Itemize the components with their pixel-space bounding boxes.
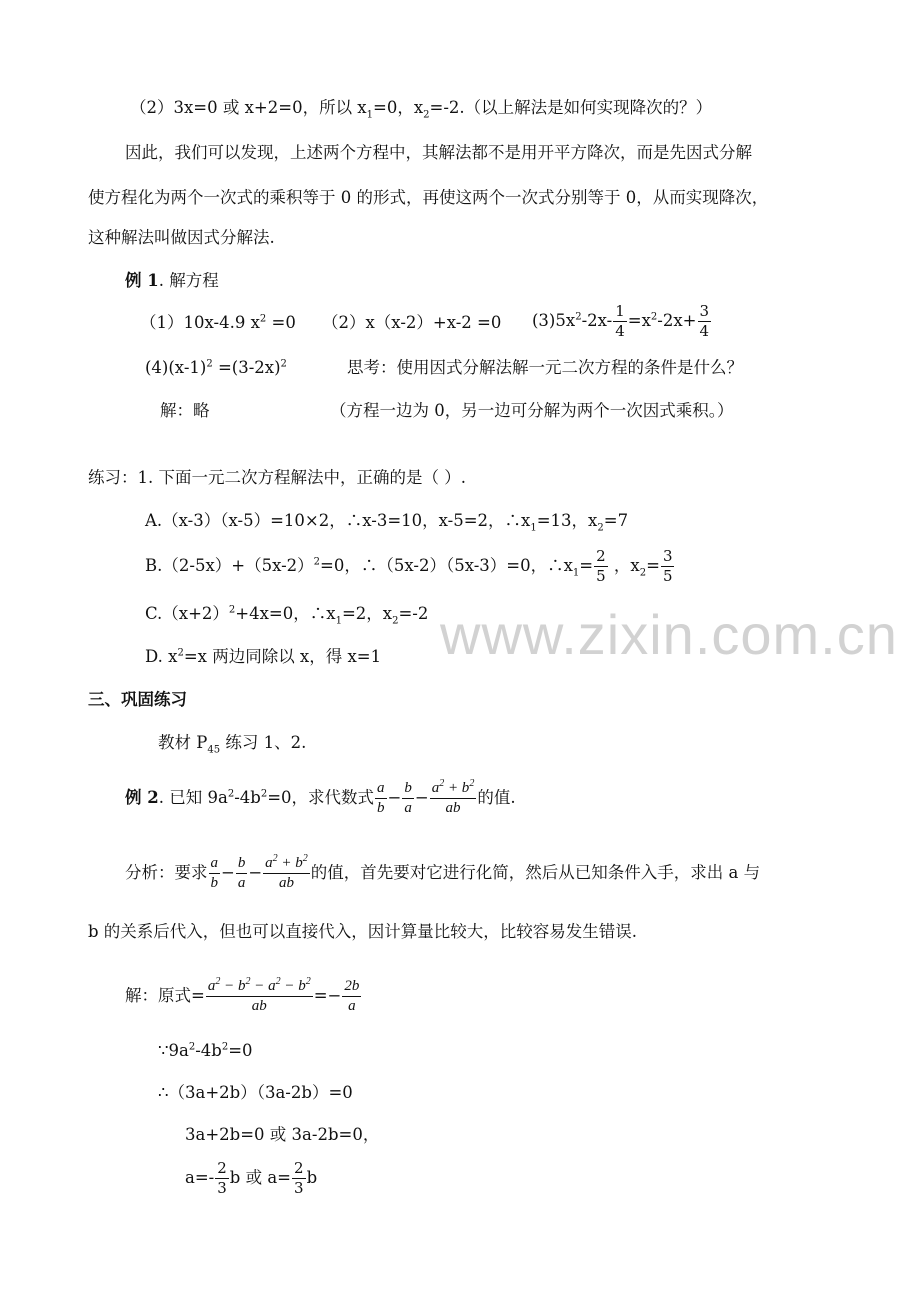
fraction-a-over-b xyxy=(209,856,221,891)
text: + b xyxy=(444,780,470,796)
paragraph-line: 因此，我们可以发现，上述两个方程中，其解法都不是用开平方降次，而是先因式分解 xyxy=(125,143,752,162)
numerator xyxy=(430,778,477,799)
text: 的值. xyxy=(477,788,516,807)
paragraph-solution-2 xyxy=(130,97,712,119)
subscript: 2 xyxy=(423,109,430,121)
option-c xyxy=(145,603,428,625)
fraction xyxy=(698,304,712,339)
step-line: 3a+2b=0 或 3a-2b=0， xyxy=(185,1125,380,1144)
text: =0，x xyxy=(373,98,424,117)
superscript: 2 xyxy=(575,311,582,323)
text: a xyxy=(265,855,273,871)
superscript: 2 xyxy=(305,976,311,987)
text: =x 两边同除以 x，得 x=1 xyxy=(183,647,382,666)
equals-sign: = xyxy=(313,986,328,1005)
equation-4 xyxy=(145,357,287,379)
superscript: 2 xyxy=(221,1041,229,1053)
text: C.（x+2） xyxy=(145,604,229,623)
example-1-heading xyxy=(125,270,219,292)
text: =-2 xyxy=(398,604,429,623)
fraction xyxy=(661,549,675,584)
denominator: 5 xyxy=(596,567,606,585)
superscript: 2 xyxy=(439,778,445,789)
text: 的值，首先要对它进行化简，然后从已知条件入手，求出 a 与 xyxy=(310,863,761,882)
denominator: b xyxy=(377,800,385,816)
subscript: 2 xyxy=(392,615,399,627)
denominator: 4 xyxy=(699,322,710,340)
practice-title: 练习：1. 下面一元二次方程解法中，正确的是（ ）. xyxy=(88,468,466,487)
text: b xyxy=(306,1168,318,1187)
fraction-2b-over-a xyxy=(342,979,361,1014)
text: -2x- xyxy=(581,311,613,330)
superscript: 2 xyxy=(275,976,281,987)
numerator xyxy=(206,976,313,997)
superscript: 2 xyxy=(280,358,287,370)
text: a xyxy=(207,978,216,994)
numerator: 3 xyxy=(699,302,710,320)
text: =0 xyxy=(266,313,296,332)
because-line xyxy=(158,1040,253,1062)
fraction-b-over-a xyxy=(236,856,248,891)
text: a xyxy=(431,780,440,796)
superscript: 2 xyxy=(215,976,221,987)
denominator: 3 xyxy=(294,1179,304,1197)
subscript: 1 xyxy=(530,522,537,534)
text: +4x=0，∴x xyxy=(235,604,336,623)
solution-original xyxy=(125,974,362,1018)
textbook-reference xyxy=(158,732,306,754)
subscript: 45 xyxy=(207,744,221,756)
watermark: www.zixin.com.cn xyxy=(440,603,898,666)
analysis-line-2: b 的关系后代入，但也可以直接代入，因计算量比较大，比较容易发生错误. xyxy=(88,922,638,941)
numerator: 2 xyxy=(294,1159,304,1177)
text: （1）10x-4.9 x xyxy=(140,313,260,332)
superscript: 2 xyxy=(272,853,278,864)
superscript: 2 xyxy=(260,788,268,800)
text: D. x xyxy=(145,647,178,666)
fraction xyxy=(215,1161,229,1196)
numerator: b xyxy=(402,781,414,799)
fraction-sum-squares xyxy=(263,853,310,891)
superscript: 2 xyxy=(206,358,213,370)
numerator: a xyxy=(375,781,387,799)
denominator: ab xyxy=(251,998,267,1014)
text: =2，x xyxy=(341,604,393,623)
text: − b xyxy=(220,978,246,994)
superscript: 2 xyxy=(469,778,475,789)
text: 练习 1、2. xyxy=(220,733,307,752)
denominator: a xyxy=(404,800,412,816)
text: 解：原式= xyxy=(125,986,205,1005)
section-heading: 三、巩固练习 xyxy=(88,690,187,709)
option-b xyxy=(145,546,675,586)
text: -4b xyxy=(234,788,261,807)
text: A.（x-3）（x-5）=10×2，∴x-3=10，x-5=2，∴x xyxy=(145,511,531,530)
fraction-sum-squares xyxy=(430,778,477,816)
numerator xyxy=(263,853,310,874)
text: =7 xyxy=(603,511,629,530)
superscript: 2 xyxy=(302,853,308,864)
text: =-2.（以上解法是如何实现降次的？） xyxy=(429,98,713,117)
text: a=- xyxy=(185,1168,215,1187)
superscript: 2 xyxy=(259,313,267,325)
text: （2）3x=0 或 x+2=0，所以 x xyxy=(130,98,367,117)
example-label: 例 2 xyxy=(125,788,159,807)
denominator: ab xyxy=(445,800,461,816)
minus-sign: − xyxy=(387,788,402,807)
result-line xyxy=(185,1158,317,1198)
fraction-simplify xyxy=(206,976,313,1014)
example-label: 例 1 xyxy=(125,271,159,290)
numerator: a xyxy=(209,856,221,874)
equation-3 xyxy=(532,301,712,341)
text: − a xyxy=(250,978,276,994)
minus-sign: − xyxy=(248,863,263,882)
text: ，x xyxy=(608,556,640,575)
text: 分析：要求 xyxy=(125,863,208,882)
denominator: a xyxy=(348,998,356,1014)
subscript: 1 xyxy=(366,109,373,121)
paragraph-line: 这种解法叫做因式分解法. xyxy=(88,228,275,247)
text: =0，求代数式 xyxy=(267,788,375,807)
denominator: b xyxy=(210,875,218,891)
text: 教材 P xyxy=(158,733,208,752)
text: b 或 a= xyxy=(229,1168,292,1187)
superscript: 2 xyxy=(228,604,236,616)
superscript: 2 xyxy=(188,1041,196,1053)
fraction-a-over-b xyxy=(375,781,387,816)
equation-2: （2）x（x-2）+x-2 =0 xyxy=(322,313,502,332)
subscript: 1 xyxy=(572,567,580,579)
fraction xyxy=(292,1161,306,1196)
solution-brief: 解：略 xyxy=(160,401,210,420)
superscript: 2 xyxy=(245,976,251,987)
numerator: 2 xyxy=(596,547,606,565)
numerator: 1 xyxy=(615,302,625,320)
paragraph-line: 使方程化为两个一次式的乘积等于 0 的形式，再使这两个一次式分别等于 0，从而实现降次， xyxy=(88,188,769,207)
minus-sign: − xyxy=(327,986,342,1005)
text: = xyxy=(579,556,594,575)
analysis xyxy=(125,851,760,895)
text: B.（2-5x）+（5x-2） xyxy=(145,556,314,575)
condition-note: （方程一边为 0，另一边可分解为两个一次因式乘积。） xyxy=(330,401,734,420)
example-2 xyxy=(125,776,516,820)
superscript: 2 xyxy=(650,311,658,323)
numerator: 2 xyxy=(217,1159,227,1177)
text: =13，x xyxy=(536,511,598,530)
numerator: b xyxy=(236,856,248,874)
superscript: 2 xyxy=(313,556,321,568)
text: − b xyxy=(280,978,306,994)
text: (3)5x xyxy=(532,311,576,330)
option-d xyxy=(145,646,381,668)
minus-sign: − xyxy=(221,863,235,882)
text: + b xyxy=(277,855,303,871)
subscript: 2 xyxy=(597,522,604,534)
superscript: 2 xyxy=(177,647,184,659)
text: -4b xyxy=(195,1041,222,1060)
fraction xyxy=(613,304,627,339)
text: . 解方程 xyxy=(158,271,219,290)
denominator: 3 xyxy=(217,1179,227,1197)
fraction xyxy=(594,549,608,584)
text: -2x+ xyxy=(657,311,697,330)
text: (4)(x-1) xyxy=(145,358,207,377)
text: ∵9a xyxy=(158,1041,189,1060)
numerator: 3 xyxy=(662,547,673,565)
numerator: 2b xyxy=(342,979,361,997)
superscript: 2 xyxy=(227,788,235,800)
therefore-line: ∴（3a+2b）（3a-2b）=0 xyxy=(158,1083,353,1102)
option-a xyxy=(145,510,628,532)
fraction-b-over-a xyxy=(402,781,414,816)
text: = xyxy=(646,556,660,575)
subscript: 2 xyxy=(639,567,647,579)
denominator: 4 xyxy=(615,322,625,340)
text: =(3-2x) xyxy=(212,358,281,377)
text: =0 xyxy=(228,1041,253,1060)
minus-sign: − xyxy=(414,788,429,807)
text: . 已知 9a xyxy=(158,788,228,807)
denominator: ab xyxy=(278,875,294,891)
denominator: 5 xyxy=(662,567,673,585)
subscript: 1 xyxy=(335,615,342,627)
text: =x xyxy=(627,311,651,330)
denominator: a xyxy=(237,875,246,891)
equation-1 xyxy=(140,312,296,334)
text: =0，∴（5x-2）（5x-3）=0，∴x xyxy=(320,556,573,575)
think-question: 思考：使用因式分解法解一元二次方程的条件是什么？ xyxy=(347,358,743,377)
